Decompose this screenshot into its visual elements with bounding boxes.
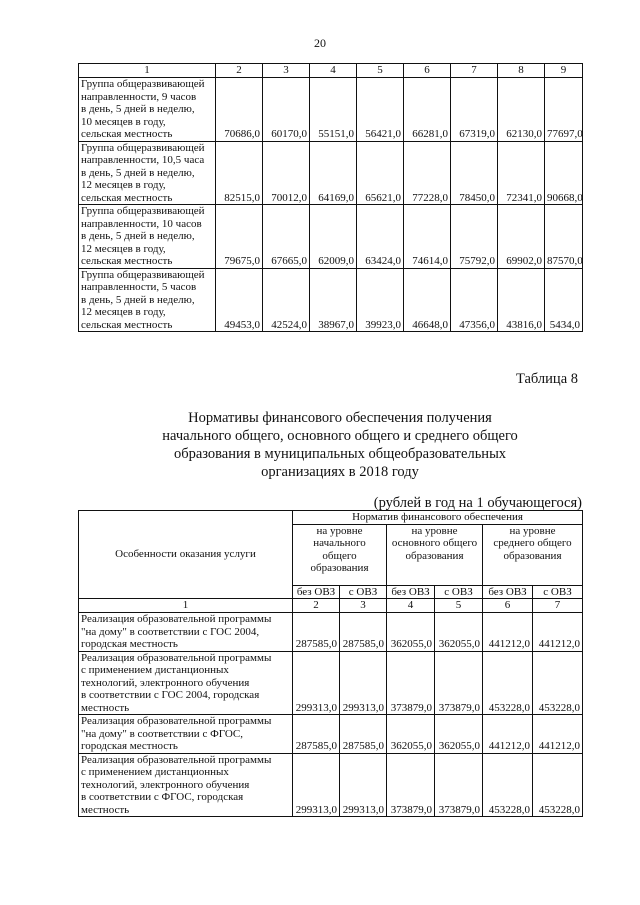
text-line: начального xyxy=(313,537,366,549)
text-line: Группа общеразвивающей xyxy=(81,205,205,217)
column-index-cell: 9 xyxy=(545,64,583,78)
text-line: с применением дистанционных xyxy=(81,664,229,676)
text-line: 10 месяцев в году, xyxy=(81,115,166,128)
text-line: Группа общеразвивающей xyxy=(81,268,205,281)
value-cell: 5434,0 xyxy=(545,268,583,332)
column-index-cell: 2 xyxy=(216,64,263,78)
text-line: на уровне xyxy=(411,524,458,537)
level-header xyxy=(293,524,387,585)
column-index-cell: 7 xyxy=(451,64,498,78)
text-line: сельская местность xyxy=(81,128,173,140)
table-title xyxy=(120,409,560,481)
text-line: 12 месяцев в году, xyxy=(81,306,166,318)
value-cell: 64169,0 xyxy=(310,141,357,205)
text-line: 12 месяцев в году, xyxy=(81,242,166,255)
text-line: в день, 5 дней в неделю, xyxy=(81,293,195,306)
column-index-cell: 6 xyxy=(404,64,451,78)
value-cell: 69902,0 xyxy=(498,205,545,269)
table-row xyxy=(79,613,583,652)
sub-header: без ОВЗ xyxy=(387,585,435,599)
text-line: направленности, 10,5 часа xyxy=(81,154,205,166)
unit-note: (рублей в год на 1 обучающегося) xyxy=(373,495,582,511)
value-cell: 453228,0 xyxy=(483,651,533,715)
row-label-cell xyxy=(79,753,293,817)
value-cell: 287585,0 xyxy=(340,715,387,754)
text-line: 12 месяцев в году, xyxy=(81,179,166,191)
text-line: с применением дистанционных xyxy=(81,766,229,778)
col-header-feature: Особенности оказания услуги xyxy=(79,511,293,599)
column-index-cell: 3 xyxy=(340,599,387,613)
level-header xyxy=(483,524,583,585)
table-row xyxy=(79,268,583,332)
value-cell: 441212,0 xyxy=(483,715,533,754)
column-index-cell: 1 xyxy=(79,64,216,78)
text-line: Реализация образовательной программы xyxy=(81,753,272,766)
value-cell: 55151,0 xyxy=(310,78,357,142)
row-label-cell xyxy=(79,141,216,205)
row-label-cell xyxy=(79,268,216,332)
value-cell: 299313,0 xyxy=(340,651,387,715)
value-cell: 287585,0 xyxy=(340,613,387,652)
value-cell: 42524,0 xyxy=(263,268,310,332)
value-cell: 373879,0 xyxy=(435,651,483,715)
value-cell: 79675,0 xyxy=(216,205,263,269)
text-line: общего xyxy=(322,549,357,562)
title-line: начального общего, основного общего и среднего общего xyxy=(162,428,518,444)
value-cell: 70012,0 xyxy=(263,141,310,205)
value-cell: 453228,0 xyxy=(483,753,533,817)
column-index-cell: 1 xyxy=(79,599,293,613)
table-header-row xyxy=(79,64,583,78)
text-line: местность xyxy=(81,803,130,816)
value-cell: 38967,0 xyxy=(310,268,357,332)
row-label-cell xyxy=(79,205,216,269)
value-cell: 70686,0 xyxy=(216,78,263,142)
text-line: на уровне xyxy=(316,524,363,537)
value-cell: 453228,0 xyxy=(533,651,583,715)
text-line: на уровне xyxy=(509,524,556,537)
text-line: "на дому" в соответствии с ГОС 2004, xyxy=(81,625,260,638)
text-line: среднего общего xyxy=(493,537,572,549)
sub-header: с ОВЗ xyxy=(435,585,483,599)
value-cell: 299313,0 xyxy=(293,753,340,817)
value-cell: 287585,0 xyxy=(293,613,340,652)
column-index-cell: 5 xyxy=(357,64,404,78)
value-cell: 65621,0 xyxy=(357,141,404,205)
column-index-cell: 8 xyxy=(498,64,545,78)
text-line: сельская местность xyxy=(81,255,173,267)
text-line: направленности, 9 часов xyxy=(81,90,197,103)
value-cell: 74614,0 xyxy=(404,205,451,269)
value-cell: 47356,0 xyxy=(451,268,498,332)
text-line: направленности, 5 часов xyxy=(81,281,197,293)
row-label-cell xyxy=(79,613,293,652)
value-cell: 60170,0 xyxy=(263,78,310,142)
table-row xyxy=(79,651,583,715)
title-line: организациях в 2018 году xyxy=(261,464,419,480)
table-row xyxy=(79,141,583,205)
value-cell: 78450,0 xyxy=(451,141,498,205)
value-cell: 362055,0 xyxy=(435,613,483,652)
value-cell: 87570,0 xyxy=(545,205,583,269)
value-cell: 63424,0 xyxy=(357,205,404,269)
text-line: образования xyxy=(310,562,369,574)
text-line: местность xyxy=(81,701,130,714)
text-line: основного общего xyxy=(391,537,478,549)
text-line: в день, 5 дней в неделю, xyxy=(81,103,195,115)
value-cell: 62130,0 xyxy=(498,78,545,142)
text-line: технологий, электронного обучения xyxy=(81,778,250,791)
value-cell: 362055,0 xyxy=(435,715,483,754)
value-cell: 441212,0 xyxy=(483,613,533,652)
value-cell: 75792,0 xyxy=(451,205,498,269)
text-line: городская местность xyxy=(81,638,178,650)
text-line: "на дому" в соответствии с ФГОС, xyxy=(81,727,244,740)
value-cell: 453228,0 xyxy=(533,753,583,817)
text-line: Группа общеразвивающей xyxy=(81,78,205,90)
value-cell: 299313,0 xyxy=(340,753,387,817)
title-line: Нормативы финансового обеспечения получения xyxy=(188,410,492,426)
value-cell: 82515,0 xyxy=(216,141,263,205)
value-cell: 287585,0 xyxy=(293,715,340,754)
value-cell: 77697,0 xyxy=(545,78,583,142)
value-cell: 49453,0 xyxy=(216,268,263,332)
value-cell: 39923,0 xyxy=(357,268,404,332)
value-cell: 66281,0 xyxy=(404,78,451,142)
text-line: городская местность xyxy=(81,740,178,752)
table-row xyxy=(79,715,583,754)
sub-header: без ОВЗ xyxy=(483,585,533,599)
text-line: в день, 5 дней в неделю, xyxy=(81,230,195,242)
value-cell: 43816,0 xyxy=(498,268,545,332)
text-line: Реализация образовательной программы xyxy=(81,613,272,625)
value-cell: 441212,0 xyxy=(533,613,583,652)
sub-header: с ОВЗ xyxy=(533,585,583,599)
text-line: образования xyxy=(503,549,562,562)
value-cell: 62009,0 xyxy=(310,205,357,269)
text-line: Реализация образовательной программы xyxy=(81,715,272,727)
table-row xyxy=(79,205,583,269)
row-label-cell xyxy=(79,715,293,754)
table-row xyxy=(79,78,583,142)
sub-header: без ОВЗ xyxy=(293,585,340,599)
value-cell: 90668,0 xyxy=(545,141,583,205)
text-line: сельская местность xyxy=(81,318,173,331)
value-cell: 56421,0 xyxy=(357,78,404,142)
text-line: в соответствии с ГОС 2004, городская xyxy=(81,689,260,701)
column-index-cell: 4 xyxy=(387,599,435,613)
value-cell: 362055,0 xyxy=(387,715,435,754)
table-school-norms xyxy=(78,510,583,817)
row-label-cell xyxy=(79,78,216,142)
value-cell: 72341,0 xyxy=(498,141,545,205)
value-cell: 67319,0 xyxy=(451,78,498,142)
value-cell: 362055,0 xyxy=(387,613,435,652)
column-index-cell: 7 xyxy=(533,599,583,613)
level-header xyxy=(387,524,483,585)
text-line: сельская местность xyxy=(81,191,173,204)
value-cell: 77228,0 xyxy=(404,141,451,205)
column-index-cell: 6 xyxy=(483,599,533,613)
column-index-cell: 5 xyxy=(435,599,483,613)
value-cell: 67665,0 xyxy=(263,205,310,269)
table-kindergarten-norms xyxy=(78,63,583,332)
sub-header: с ОВЗ xyxy=(340,585,387,599)
text-line: в соответствии с ФГОС, городская xyxy=(81,791,244,803)
value-cell: 299313,0 xyxy=(293,651,340,715)
table-row xyxy=(79,753,583,817)
title-line: образования в муниципальных общеобразовательных xyxy=(173,446,507,462)
text-line: Реализация образовательной программы xyxy=(81,651,272,664)
text-line: Группа общеразвивающей xyxy=(81,141,205,154)
col-header-norm: Норматив финансового обеспечения xyxy=(293,511,583,525)
value-cell: 373879,0 xyxy=(387,753,435,817)
text-line: технологий, электронного обучения xyxy=(81,676,250,689)
column-index-cell: 4 xyxy=(310,64,357,78)
value-cell: 46648,0 xyxy=(404,268,451,332)
column-index-cell: 3 xyxy=(263,64,310,78)
value-cell: 441212,0 xyxy=(533,715,583,754)
text-line: в день, 5 дней в неделю, xyxy=(81,166,195,179)
text-line: образования xyxy=(405,549,464,562)
value-cell: 373879,0 xyxy=(387,651,435,715)
table-number: Таблица 8 xyxy=(515,371,578,387)
value-cell: 373879,0 xyxy=(435,753,483,817)
row-label-cell xyxy=(79,651,293,715)
text-line: направленности, 10 часов xyxy=(81,217,202,230)
column-index-cell: 2 xyxy=(293,599,340,613)
page-number: 20 xyxy=(314,36,326,50)
